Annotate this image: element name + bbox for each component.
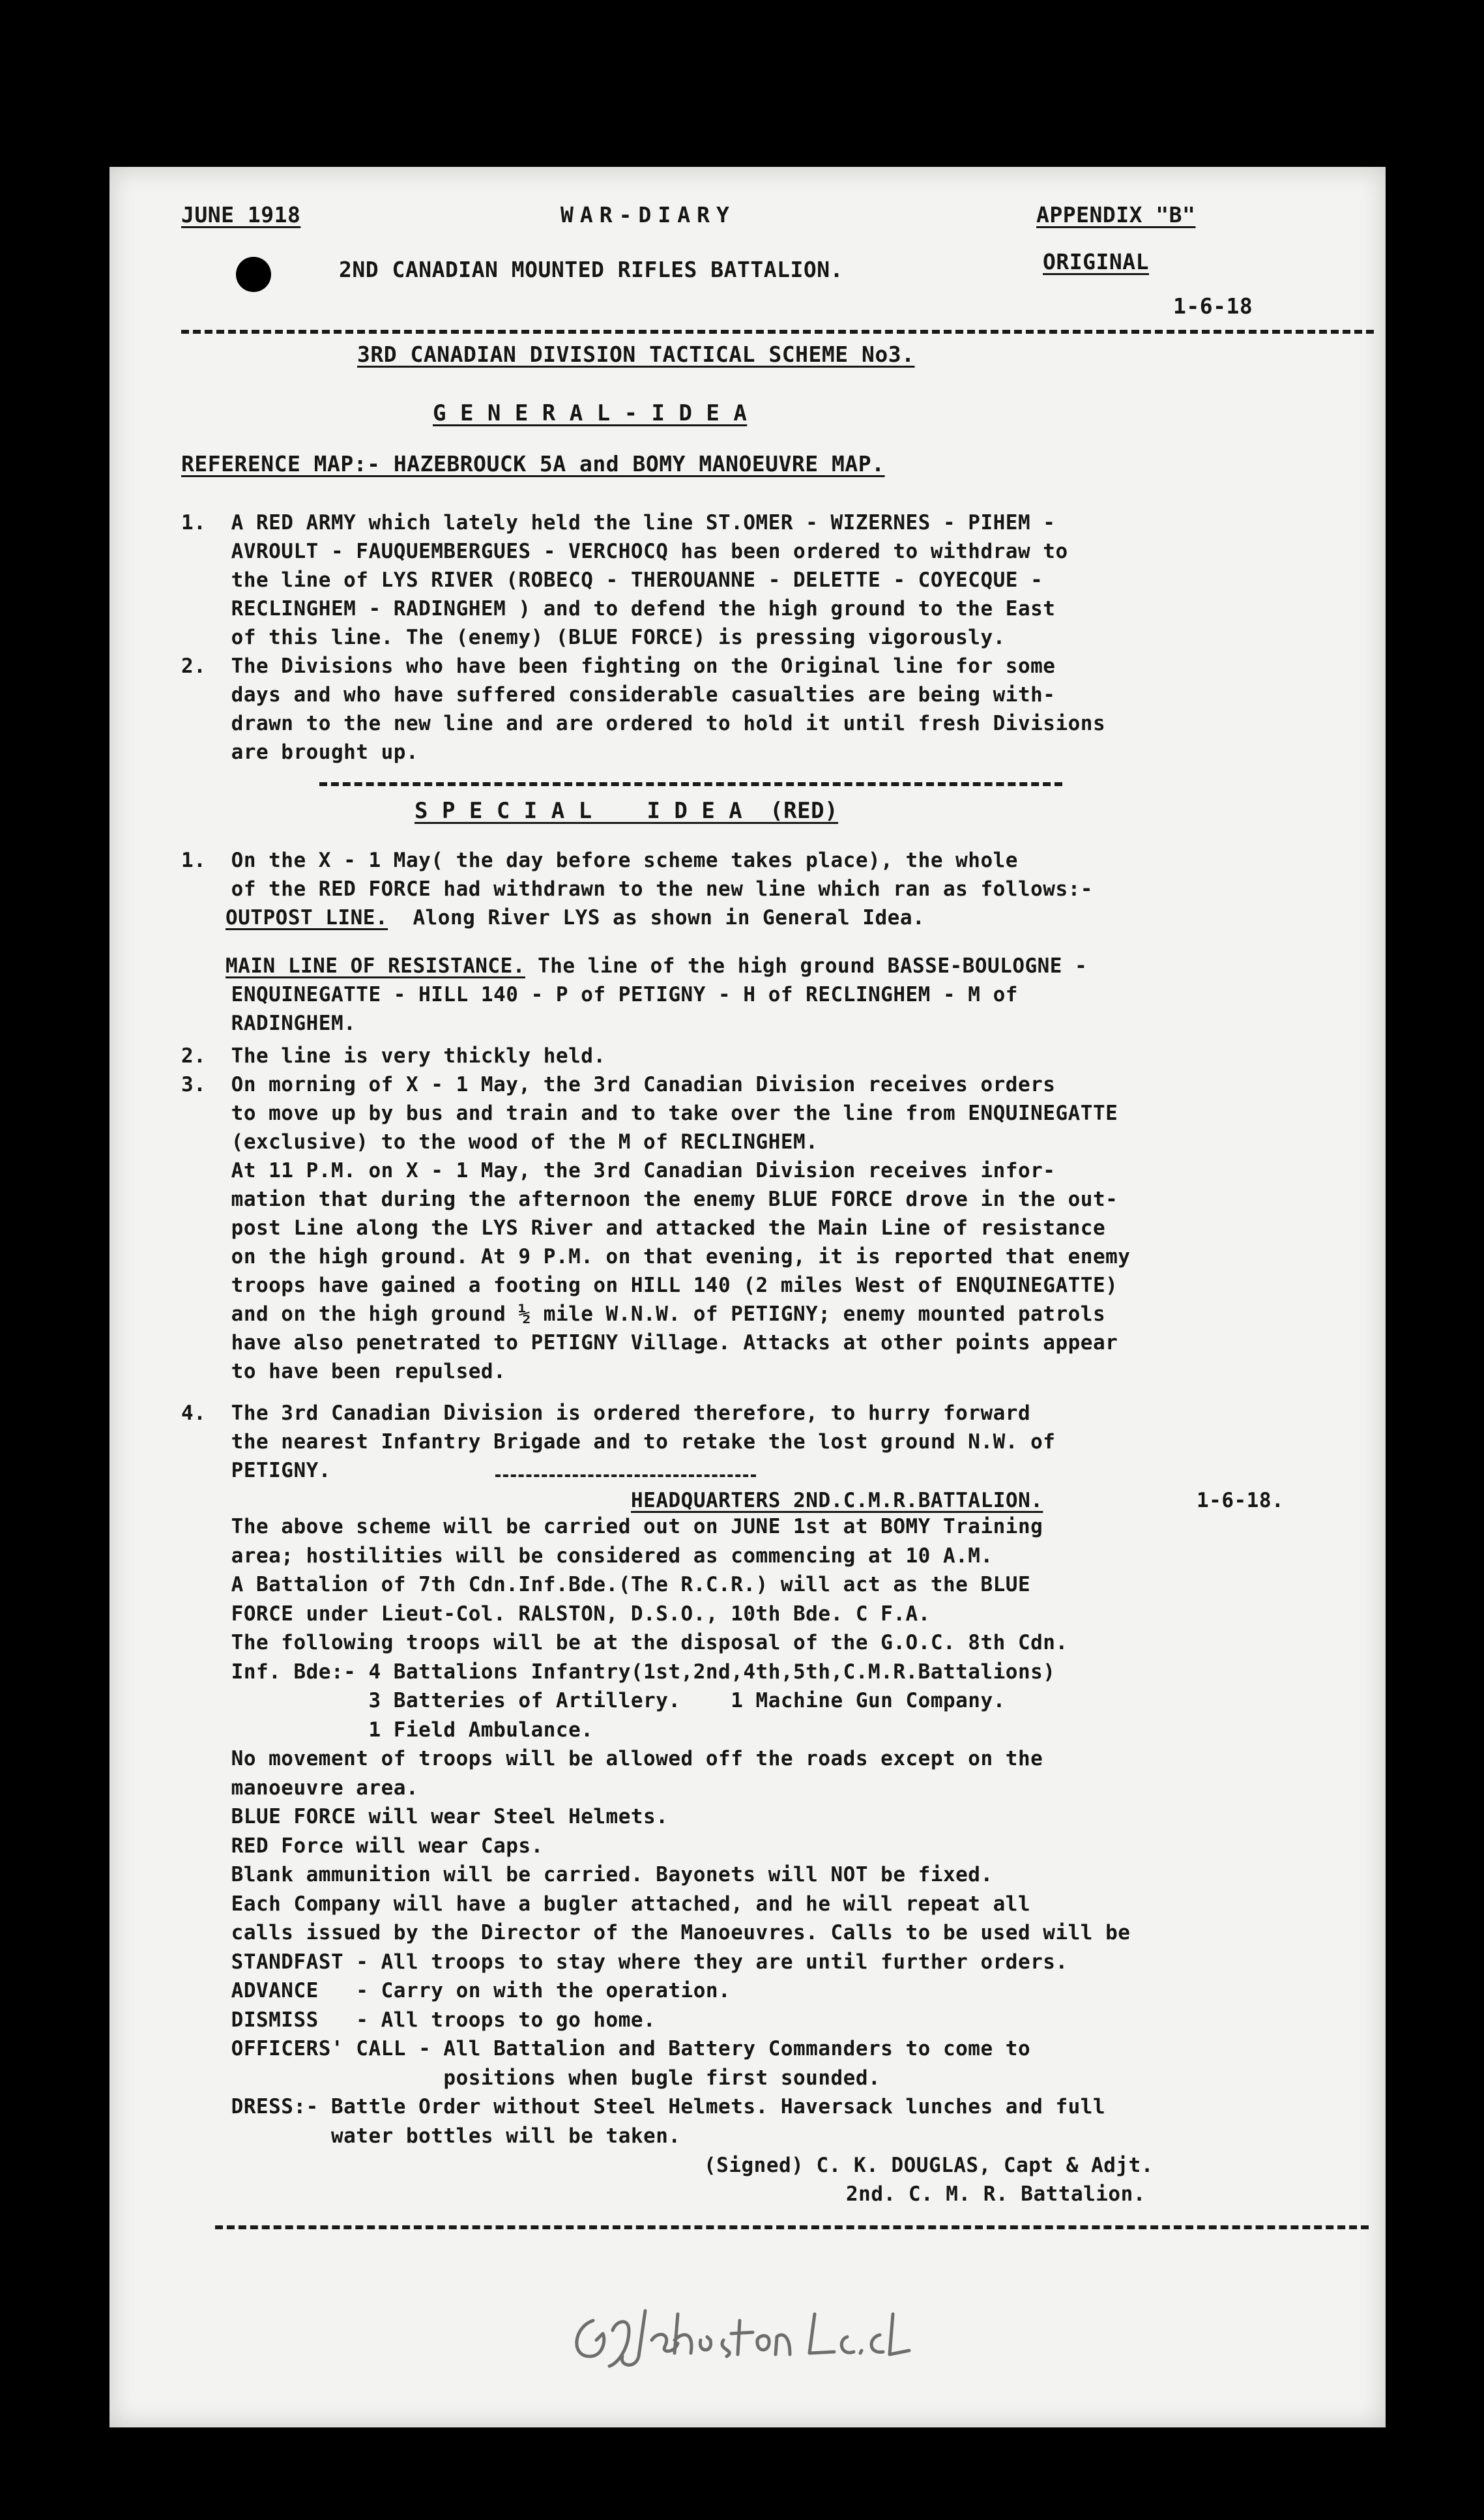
outpost-line bbox=[181, 903, 925, 932]
outpost-label: OUTPOST LINE. bbox=[226, 906, 388, 930]
headquarters-date: 1-6-18. bbox=[1197, 1489, 1285, 1512]
dashed-rule bbox=[181, 330, 1374, 334]
main-line-text: The line of the high ground BASSE-BOULOGNE - ENQUINEGATTE - HILL 140 - P of PETIGNY - H of RECLINGHEM - M of RADINGHEM. bbox=[231, 954, 1088, 1035]
original-label: ORIGINAL bbox=[1043, 249, 1149, 274]
special-idea-paragraph-2: 2. The line is very thickly held. bbox=[181, 1044, 606, 1068]
special-idea-paragraph-4: 4. The 3rd Canadian Division is ordered therefore, to hurry forward the nearest Infantry Brigade and to retake the lost ground N.W. of PETIGNY. bbox=[181, 1401, 1056, 1482]
orders-body: The above scheme will be carried out on JUNE 1st at BOMY Training area; hostilities will be considered as commencing at 10 A.M. A Battalion of 7th Cdn.Inf.Bde.(The R.C.R.) will act as the BLUE FORCE under Lieut-Col. RALSTON, D.S.O., 10th Bde. C F.A. The following troops will be at the disposal of the G.O.C. 8th Cdn. Inf. Bde:- 4 Battalions Infantry(1st,2nd,4th,5th,C.M.R.Battalions) 3 Batteries of Artillery. 1 Machine Gun Company. 1 Field Ambulance. No movement of troops will be allowed off the roads except on the manoeuvre area. BLUE FORCE will wear Steel Helmets. RED Force will wear Caps. Blank ammunition will be carried. Bayonets will NOT be fixed. Each Company will have a bugler attached, and he will repeat all calls issued by the Director of the Manoeuvres. Calls to be used will be STANDFAST - All troops to stay where they are until further orders. ADVANCE - Carry on with the operation. DISMISS - All troops to go home. OFFICERS' CALL - All Battalion and Battery Commanders to come to positions when bugle first sounded. DRESS:- Battle Order without Steel Helmets. Haversack lunches and full water bottles will be taken. bbox=[231, 1515, 1131, 2148]
punch-hole bbox=[236, 257, 271, 292]
appendix-label: APPENDIX "B" bbox=[1036, 202, 1196, 227]
war-diary-title: WAR-DIARY bbox=[560, 202, 736, 227]
diary-date: 1-6-18 bbox=[1173, 293, 1253, 319]
handwritten-signature bbox=[567, 2294, 1023, 2375]
special-idea-heading: S P E C I A L I D E A (RED) bbox=[415, 798, 839, 824]
reference-map: REFERENCE MAP:- HAZEBROUCK 5A and BOMY MANOEUVRE MAP. bbox=[181, 451, 885, 476]
general-idea-paragraph-2: 2. The Divisions who have been fighting on the Original line for some days and who have suffered considerable casualties are being with- drawn to the new line and are ordered to hold it until fresh Divisions are brought up. bbox=[181, 654, 1106, 764]
general-idea-heading: G E N E R A L - I D E A bbox=[433, 400, 748, 426]
special-idea-paragraph-3: 3. On morning of X - 1 May, the 3rd Canadian Division receives orders to move up by bus and train and to take over the line from ENQUINEGATTE (exclusive) to the wood of the M of RECLINGHEM. At 11 P.M. on X - 1 May, the 3rd Canadian Division receives infor- mation that during the afternoon the enemy BLUE FORCE drove in the out- post Line along the LYS River and attacked the Main Line of resistance on the high ground. At 9 P.M. on that evening, it is reported that enemy troops have gained a footing on HILL 140 (2 miles West of ENQUINEGATTE) and on the high ground ½ mile W.N.W. of PETIGNY; enemy mounted patrols have also penetrated to PETIGNY Village. Attacks at other points appear to have been repulsed. bbox=[181, 1073, 1131, 1383]
general-idea-paragraph-1: 1. A RED ARMY which lately held the line ST.OMER - WIZERNES - PIHEM - AVROULT - FAUQUEMBERGUES - VERCHOCQ has been ordered to withdraw to the line of LYS RIVER (ROBECQ - THEROUANNE - DELETTE - COYECQUE - RECLINGHEM - RADINGHEM ) and to defend the high ground to the East of this line. The (enemy) (BLUE FORCE) is pressing vigorously. bbox=[181, 511, 1068, 649]
dashed-rule bbox=[495, 1474, 756, 1477]
main-line-of-resistance bbox=[181, 952, 1087, 1038]
date-label: JUNE 1918 bbox=[181, 202, 301, 227]
dashed-rule bbox=[215, 2225, 1369, 2229]
battalion-name: 2ND CANADIAN MOUNTED RIFLES BATTALION. bbox=[339, 257, 843, 282]
signed-by: (Signed) C. K. DOUGLAS, Capt & Adjt. bbox=[704, 2154, 1154, 2177]
headquarters-line: HEADQUARTERS 2ND.C.M.R.BATTALION. bbox=[631, 1489, 1043, 1512]
outpost-text: Along River LYS as shown in General Idea. bbox=[388, 906, 925, 930]
special-idea-paragraph-1: 1. On the X - 1 May( the day before scheme takes place), the whole of the RED FORCE had withdrawn to the new line which ran as follows:- bbox=[181, 849, 1093, 901]
scheme-title: 3RD CANADIAN DIVISION TACTICAL SCHEME No3. bbox=[357, 342, 915, 367]
main-line-label: MAIN LINE OF RESISTANCE. bbox=[226, 954, 525, 978]
dashed-rule bbox=[319, 782, 1062, 786]
signed-unit: 2nd. C. M. R. Battalion. bbox=[846, 2182, 1146, 2206]
